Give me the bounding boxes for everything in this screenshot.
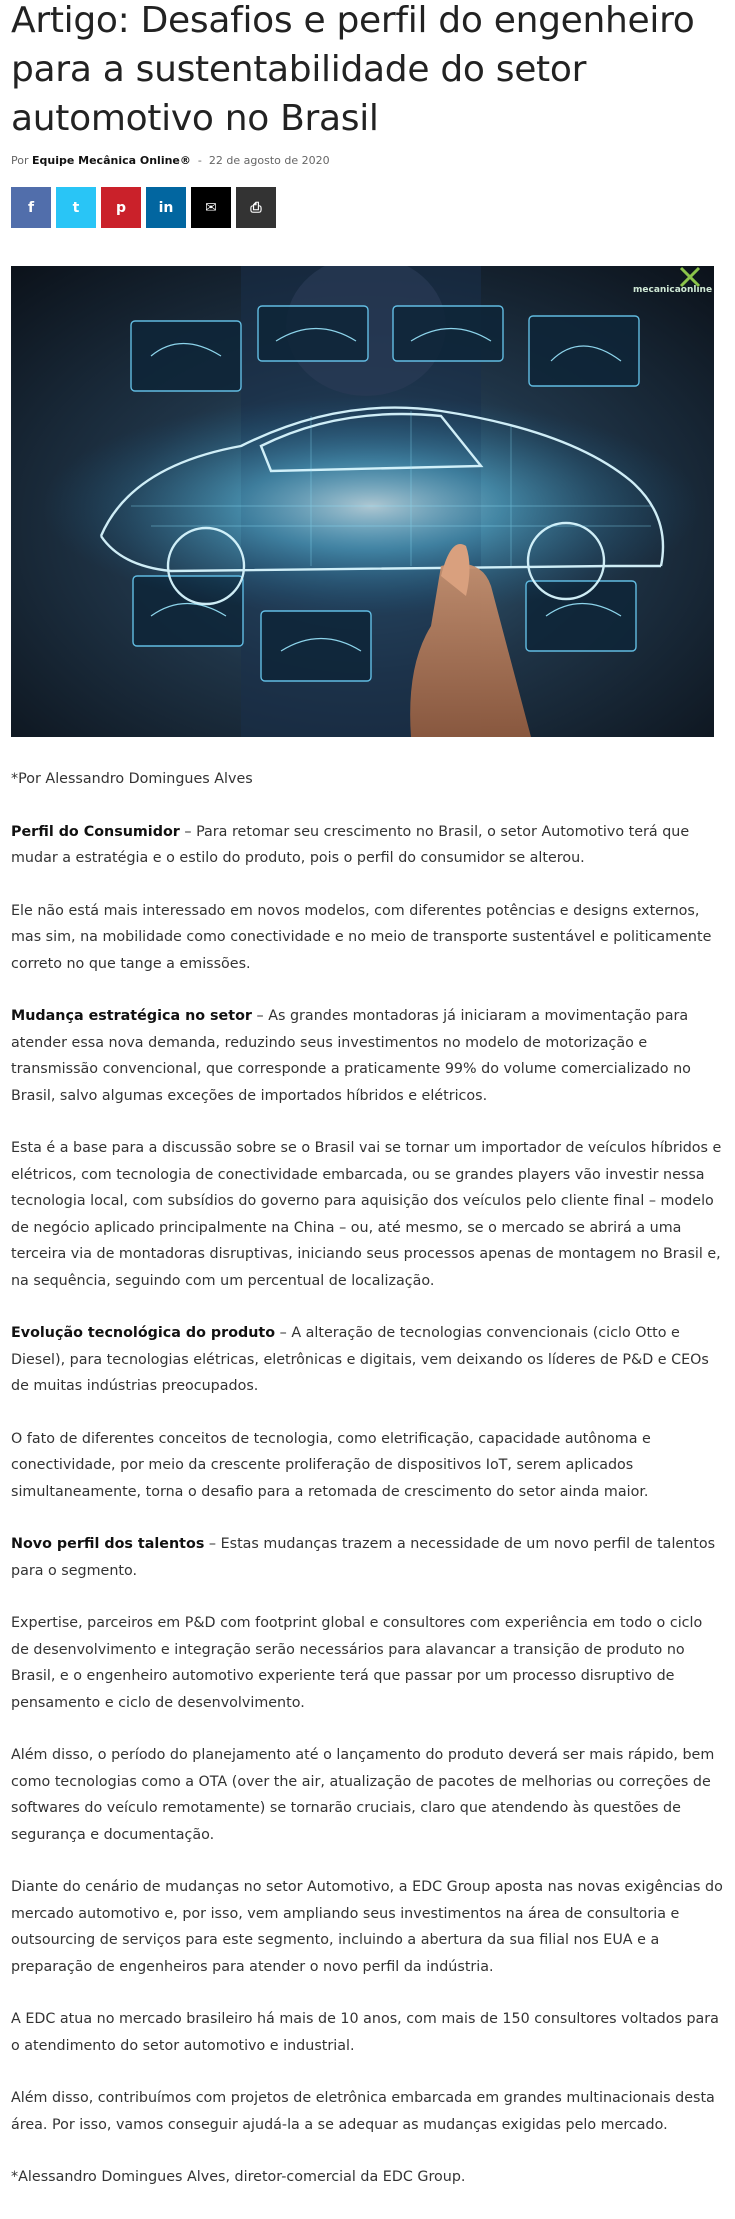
article-paragraph (11, 1320, 723, 1400)
article-paragraph (11, 1874, 723, 1980)
article-paragraph (11, 898, 723, 978)
author-byline: *Por Alessandro Domingues Alves (11, 771, 253, 787)
paragraph-text: – A alteração de tecnologias convencionais (ciclo Otto e Diesel), para tecnologias elétricas, eletrônicas e digitais, vem deixando os líderes de P&D e CEOs de muitas indústrias preocupados. (11, 1325, 709, 1394)
connected-car-illustration (11, 266, 714, 737)
email-share-button[interactable] (191, 187, 231, 228)
paragraph-text: Expertise, parceiros em P&D com footprint global e consultores com experiência em todo o ciclo de desenvolvimento e integração serão necessários para alavancar a transição de produto no Brasil, e o engenheiro automotivo experiente terá que passar por um processo disruptivo de pensamento e ciclo de desenvolvimento. (11, 1615, 703, 1711)
article-paragraph (11, 1135, 723, 1294)
hero-image (11, 266, 714, 737)
article-body (11, 766, 723, 2217)
article-paragraph (11, 1003, 723, 1109)
article-paragraph (11, 2085, 723, 2138)
linkedin-icon: in (158, 199, 174, 216)
paragraph-text: – Estas mudanças trazem a necessidade de um novo perfil de talentos para o segmento. (11, 1536, 716, 1579)
paragraph-text: Além disso, o período do planejamento até o lançamento do produto deverá ser mais rápido, bem como tecnologias como a OTA (over the air, atualização de pacotes de melhorias ou correções de softwares do veículo remotamente) se tornarão cruciais, claro que atendendo às questões de segurança e documentação. (11, 1747, 715, 1843)
paragraph-heading: Mudança estratégica no setor (11, 1008, 252, 1024)
footer-note: *Alessandro Domingues Alves, diretor-comercial da EDC Group. (11, 2169, 466, 2185)
paragraph-text: Além disso, contribuímos com projetos de eletrônica embarcada em grandes multinacionais desta área. Por isso, vamos conseguir ajudá-la a se adequar as mudanças exigidas pelo mercado. (11, 2090, 715, 2133)
article-paragraph (11, 1742, 723, 1848)
paragraph-heading: Evolução tecnológica do produto (11, 1325, 276, 1341)
pinterest-share-button[interactable] (101, 187, 141, 228)
paragraph-text: Diante do cenário de mudanças no setor Automotivo, a EDC Group aposta nas novas exigências do mercado automotivo e, por isso, vem ampliando seus investimentos na área de consultoria e outsourcing de serviços para este segmento, incluindo a abertura da sua filial nos EUA e a preparação de engenheiros para atender o novo perfil da indústria. (11, 1879, 723, 1975)
facebook-icon: f (27, 199, 35, 216)
paragraph-heading: Novo perfil dos talentos (11, 1536, 205, 1552)
print-share-button[interactable] (236, 187, 276, 228)
linkedin-share-button[interactable] (146, 187, 186, 228)
meta-separator: - (197, 154, 202, 167)
facebook-share-button[interactable] (11, 187, 51, 228)
twitter-icon: t (72, 199, 80, 216)
print-icon: ⎙ (250, 199, 262, 216)
paragraph-text: Ele não está mais interessado em novos modelos, com diferentes potências e designs externos, mas sim, na mobilidade como conectividade e no meio de transporte sustentável e politicamente correto no que tange a emissões. (11, 902, 712, 972)
twitter-share-button[interactable] (56, 187, 96, 228)
author-link[interactable]: Equipe Mecânica Online® (32, 154, 191, 167)
article-paragraph (11, 2006, 723, 2059)
share-bar (11, 187, 276, 228)
paragraph-text: Esta é a base para a discussão sobre se o Brasil vai se tornar um importador de veículos híbridos e elétricos, com tecnologia de conectividade embarcada, ou se grandes players vão investir nessa tecnologia local, com subsídios do governo para aquisição dos veículos pelo cliente final – modelo de negócio aplicado principalmente na China – ou, até mesmo, se o mercado se abrirá a uma terceira via de montadoras disruptivas, iniciando seus processos apenas de montagem no Brasil e, na sequência, seguindo com um percentual de localização. (11, 1140, 722, 1289)
svg-text:mecanicaonline: mecanicaonline (633, 285, 713, 295)
paragraph-text: – Para retomar seu crescimento no Brasil, o setor Automotivo terá que mudar a estratégia e o estilo do produto, pois o perfil do consumidor se alterou. (11, 823, 690, 866)
article-paragraph (11, 1531, 723, 1584)
paragraph-text: O fato de diferentes conceitos de tecnologia, como eletrificação, capacidade autônoma e conectividade, por meio da crescente proliferação de dispositivos IoT, serem aplicados simultaneamente, torna o desafio para a retomada de crescimento do setor ainda maior. (11, 1430, 651, 1500)
paragraph-text: – As grandes montadoras já iniciaram a movimentação para atender essa nova demanda, reduzindo seus investimentos no modelo de motorização e transmissão convencional, que corresponde a praticamente 99% do volume comercializado no Brasil, salvo algumas exceções de importados híbridos e elétricos. (11, 1008, 691, 1104)
pinterest-icon: p (115, 199, 127, 216)
article-title: Artigo: Desafios e perfil do engenheiro para a sustentabilidade do setor automotivo no Brasil (11, 0, 695, 139)
article-paragraph (11, 1426, 723, 1506)
meta-by: Por (11, 154, 29, 167)
publish-date: 22 de agosto de 2020 (208, 154, 330, 167)
article-paragraph (11, 1610, 723, 1716)
article-meta (11, 154, 330, 167)
article-paragraph (11, 819, 723, 872)
email-icon: ✉ (205, 199, 217, 216)
paragraph-heading: Perfil do Consumidor (11, 823, 180, 840)
paragraph-text: A EDC atua no mercado brasileiro há mais de 10 anos, com mais de 150 consultores voltados para o atendimento do setor automotivo e industrial. (11, 2011, 719, 2054)
